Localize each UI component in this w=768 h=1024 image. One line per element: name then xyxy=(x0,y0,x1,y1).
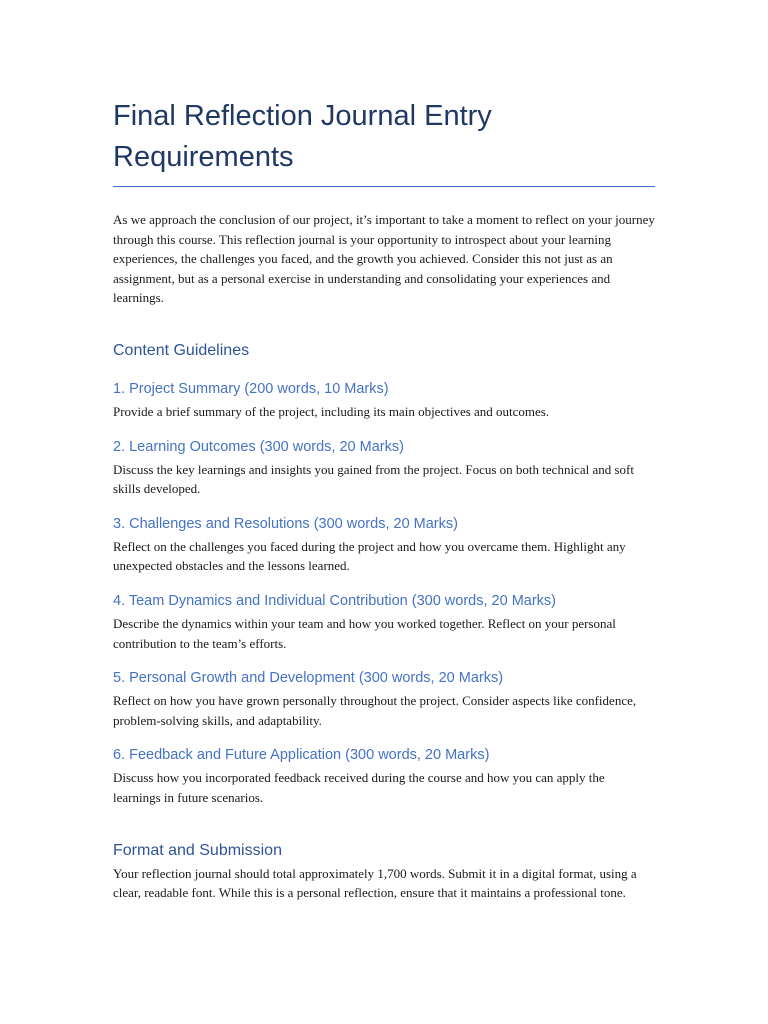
guideline-item-team-dynamics xyxy=(113,592,655,653)
intro-paragraph: As we approach the conclusion of our project, it’s important to take a moment to reflect on your journey through this course. This reflection journal is your opportunity to introspect about your learning experiences, the challenges you faced, and the growth you achieved. Consider this not just as an assignment, but as a personal exercise in understanding and consolidating your experiences and learnings. xyxy=(113,212,655,306)
format-submission-paragraph: Your reflection journal should total approximately 1,700 words. Submit it in a digital format, using a clear, readable font. While this is a personal reflection, ensure that it maintains a professional tone. xyxy=(113,865,637,901)
guideline-text: Discuss the key learnings and insights you gained from the project. Focus on both technical and soft skills developed. xyxy=(113,461,634,497)
guideline-heading: 3. Challenges and Resolutions (300 words, 20 Marks) xyxy=(113,515,458,532)
guideline-heading: 2. Learning Outcomes (300 words, 20 Marks) xyxy=(113,438,404,455)
guidelines-list xyxy=(113,380,655,808)
guideline-text: Reflect on the challenges you faced during the project and how you overcame them. Highlight any unexpected obstacles and the lessons learned. xyxy=(113,538,626,574)
guideline-heading: 5. Personal Growth and Development (300 words, 20 Marks) xyxy=(113,670,504,687)
format-submission-heading: Format and Submission xyxy=(113,841,282,859)
document-page xyxy=(113,96,655,903)
title-underline-rule xyxy=(113,186,655,187)
guideline-item-feedback xyxy=(113,746,655,807)
guideline-text: Describe the dynamics within your team and how you worked together. Reflect on your personal contribution to the team’s efforts. xyxy=(113,615,616,651)
guideline-heading: 1. Project Summary (200 words, 10 Marks) xyxy=(113,380,389,397)
guideline-text: Discuss how you incorporated feedback received during the course and how you can apply the learnings in future scenarios. xyxy=(113,770,605,805)
content-guidelines-heading: Content Guidelines xyxy=(113,341,250,359)
guideline-item-project-summary xyxy=(113,380,655,422)
guideline-heading: 6. Feedback and Future Application (300 words, 20 Marks) xyxy=(113,747,490,764)
guideline-item-learning-outcomes xyxy=(113,438,655,499)
guideline-text: Reflect on how you have grown personally throughout the project. Consider aspects like confidence, problem-solving skills, and adaptability. xyxy=(113,693,637,728)
guideline-item-personal-growth xyxy=(113,669,655,730)
guideline-text: Provide a brief summary of the project, including its main objectives and outcomes. xyxy=(113,403,550,419)
document-title: Final Reflection Journal Entry Requirements xyxy=(113,100,492,173)
guideline-heading: 4. Team Dynamics and Individual Contribution (300 words, 20 Marks) xyxy=(113,592,556,609)
guideline-item-challenges xyxy=(113,515,655,576)
